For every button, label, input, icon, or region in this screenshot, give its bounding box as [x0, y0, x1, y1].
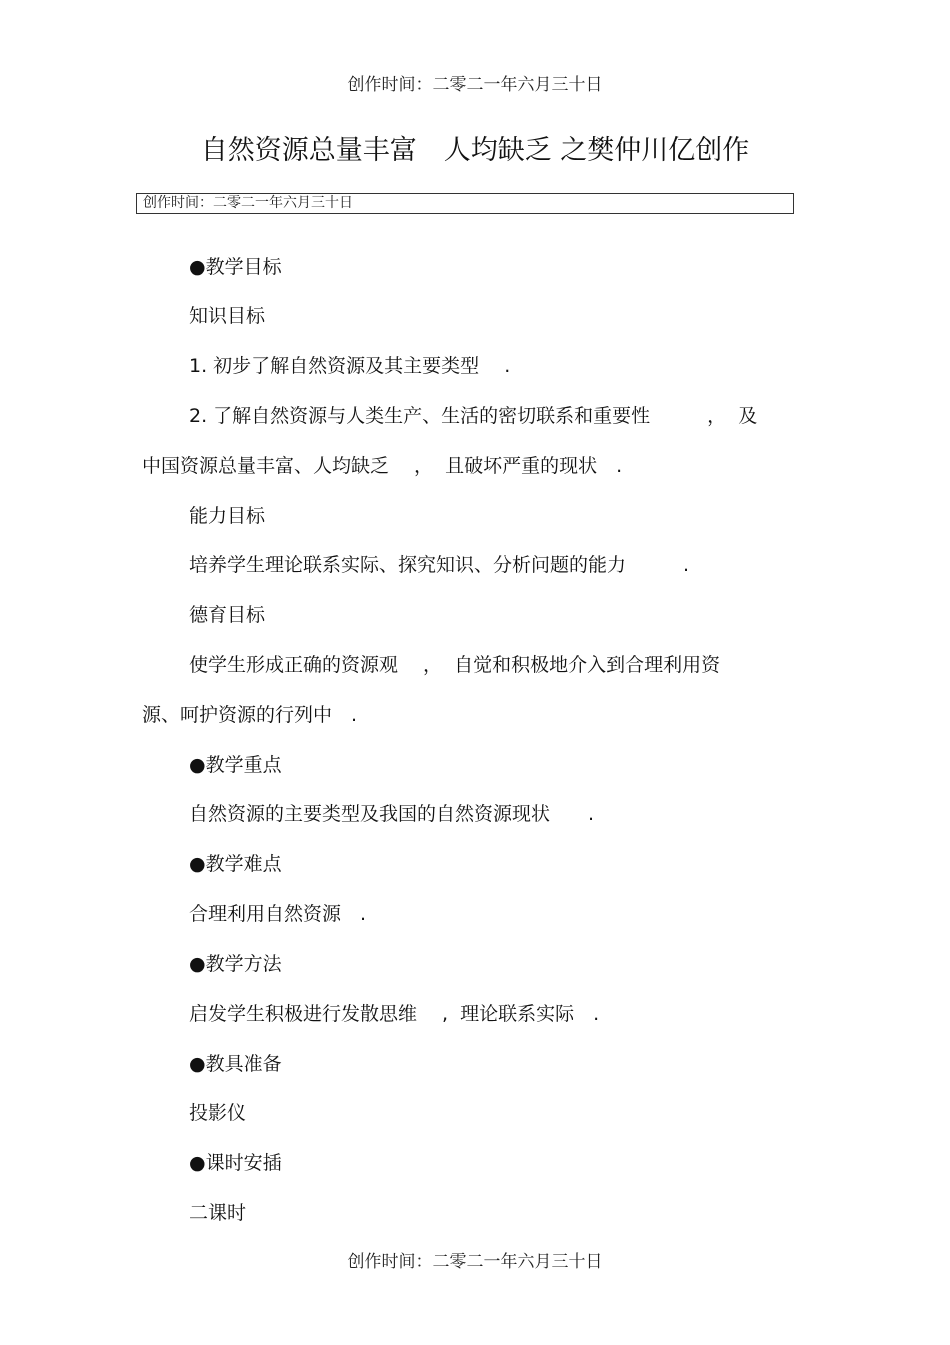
- heading-teaching-focus: ●教学重点: [189, 754, 282, 776]
- paragraph-line: 使学生形成正确的资源观 ， 自觉和积极地介入到合理利用资: [189, 654, 721, 676]
- paragraph-line: 启发学生积极进行发散思维 , 理论联系实际 .: [189, 1003, 600, 1025]
- heading-teaching-aids: ●教具准备: [189, 1053, 282, 1075]
- subheading-ability-goals: 能力目标: [189, 505, 266, 527]
- page-footer: 创作时间：二零二一年六月三十日: [347, 1252, 603, 1272]
- paragraph-line: 培养学生理论联系实际、探究知识、分析问题的能力 .: [189, 554, 690, 576]
- subheading-moral-goals: 德育目标: [189, 604, 266, 626]
- paragraph-line: 源、呵护资源的行列中 .: [142, 704, 358, 726]
- boxed-note: 创作时间：二零二一年六月三十日: [136, 193, 794, 214]
- paragraph-line: 二课时: [189, 1202, 247, 1224]
- paragraph-line: 合理利用自然资源 .: [189, 903, 367, 925]
- paragraph-line: 自然资源的主要类型及我国的自然资源现状 .: [189, 803, 595, 825]
- paragraph-line: 投影仪: [189, 1102, 247, 1124]
- paragraph-line: 中国资源总量丰富、人均缺乏 ， 且破坏严重的现状 .: [142, 455, 623, 477]
- heading-class-schedule: ●课时安插: [189, 1152, 282, 1174]
- paragraph-line: 1. 初步了解自然资源及其主要类型 .: [189, 355, 511, 377]
- page-header: 创作时间：二零二一年六月三十日: [347, 75, 603, 95]
- subheading-knowledge-goals: 知识目标: [189, 305, 266, 327]
- document-title: 自然资源总量丰富 人均缺乏 之樊仲川亿创作: [200, 135, 750, 166]
- paragraph-line: 2. 了解自然资源与人类生产、生活的密切联系和重要性 ， 及: [189, 405, 758, 427]
- heading-teaching-difficulty: ●教学难点: [189, 853, 282, 875]
- heading-teaching-goals: ●教学目标: [189, 256, 282, 278]
- heading-teaching-method: ●教学方法: [189, 953, 282, 975]
